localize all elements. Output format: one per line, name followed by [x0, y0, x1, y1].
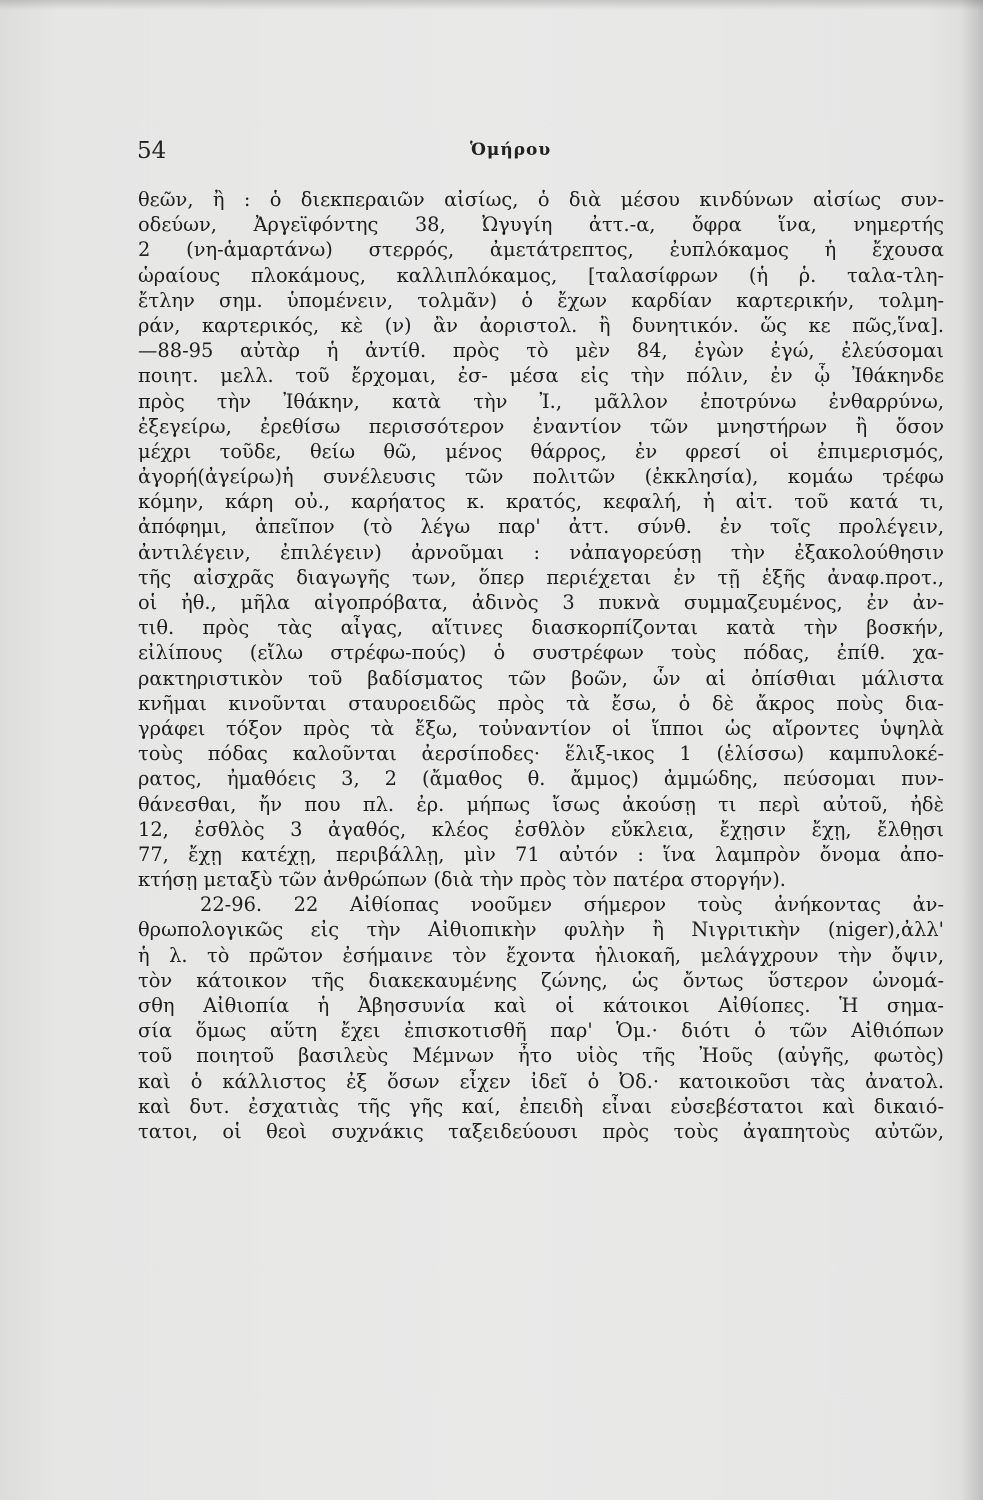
text-line: τὸν κάτοικον τῆς διακεκαυμένης ζώνης, ὡς ὄντως ὕστερον ὠνομά- [138, 968, 944, 992]
text-line: τῆς αἰσχρᾶς διαγωγῆς των, ὅπερ περιέχεται ἐν τῇ ἑξῆς ἀναφ.προτ., [138, 565, 944, 589]
text-line: 12, ἐσθλὸς 3 ἀγαθός, κλέος ἐσθλὸν εὔκλεια, ἔχῃσιν ἔχῃ, ἔλθῃσι [138, 817, 944, 841]
text-line: καὶ δυτ. ἐσχατιὰς τῆς γῆς καί, ἐπειδὴ εἶναι εὐσεβέστατοι καὶ δικαιό- [138, 1094, 944, 1118]
text-line: 77, ἔχῃ κατέχῃ, περιβάλλῃ, μὶν 71 αὐτόν : ἵνα λαμπρὸν ὄνομα ἀπο- [138, 842, 944, 866]
text-line: κόμην, κάρη οὐ., καρήατος κ. κρατός, κεφαλή, ἡ αἰτ. τοῦ κατά τι, [138, 490, 944, 514]
text-line: σία ὅμως αὕτη ἔχει ἐπισκοτισθῆ παρ' Ὁμ.· διότι ὁ τῶν Αἰθιόπων [138, 1019, 944, 1043]
text-line: κνῆμαι κινοῦνται σταυροειδῶς πρὸς τὰ ἔσω, ὁ δὲ ἄκρος ποὺς δια- [138, 691, 944, 715]
text-line: κτήσῃ μεταξὺ τῶν ἀνθρώπων (διὰ τὴν πρὸς τὸν πατέρα στοργήν). [138, 868, 786, 892]
page-shadow-right [961, 0, 983, 1500]
text-line: ἐξεγείρω, ἐρεθίσω περισσότερον ἐναντίον τῶν μνηστήρων ἢ ὅσον [138, 414, 944, 438]
text-line: ρακτηριστικὸν τοῦ βαδίσματος τῶν βοῶν, ὧν αἱ ὀπίσθιαι μάλιστα [138, 666, 944, 690]
text-line: οδεύων, Ἀργεϊφόντης 38, Ὠγυγίη ἀττ.-α, ὄφρα ἵνα, νημερτής [138, 213, 944, 237]
commentary-text [138, 187, 944, 1144]
text-line: ἀντιλέγειν, ἐπιλέγειν) ἀρνοῦμαι : νἀπαγορεύσῃ τὴν ἐξακολούθησιν [138, 540, 944, 564]
text-line: 2 (νη-ἁμαρτάνω) στερρός, ἀμετάτρεπτος, ἐυπλόκαμος ἡ ἔχουσα [138, 238, 944, 262]
text-line: ἀπόφημι, ἀπεῖπον (τὸ λέγω παρ' ἀττ. σύνθ. ἐν τοῖς προλέγειν, [138, 515, 944, 539]
text-line: ἔτλην σημ. ὑπομένειν, τολμᾶν) ὁ ἔχων καρδίαν καρτερικήν, τολμη- [138, 288, 944, 312]
text-line: ὡραίους πλοκάμους, καλλιπλόκαμος, [ταλασίφρων (ἡ ῥ. ταλα-τλη- [138, 263, 944, 287]
text-line: ρατος, ἠμαθόεις 3, 2 (ἄμαθος θ. ἄμμος) ἀμμώδης, πεύσομαι πυν- [138, 767, 944, 791]
text-line: θεῶν, ἢ : ὁ διεκπεραιῶν αἰσίως, ὁ διὰ μέσου κινδύνων αἰσίως συν- [138, 188, 944, 211]
text-line: γράφει τόξον πρὸς τὰ ἔξω, τοὐναντίον οἱ ἵπποι ὡς αἴροντες ὑψηλὰ [138, 716, 944, 740]
text-line: πρὸς τὴν Ἰθάκην, κατὰ τὴν Ἰ., μᾶλλον ἐποτρύνω ἐνθαρρύνω, [138, 389, 944, 413]
text-line: τιθ. πρὸς τὰς αἶγας, αἵτινες διασκορπίζονται κατὰ τὴν βοσκήν, [138, 616, 944, 640]
page-number: 54 [137, 138, 167, 164]
text-line: εἰλίπους (εἴλω στρέφω-πούς) ὁ συστρέφων τοὺς πόδας, ἐπίθ. χα- [138, 641, 944, 665]
text-line: —88-95 αὐτὰρ ἡ ἀντίθ. πρὸς τὸ μὲν 84, ἐγὼν ἐγώ, ἐλεύσομαι [138, 339, 944, 363]
text-line: ἀγορή(ἀγείρω)ἡ συνέλευσις τῶν πολιτῶν (ἐκκλησία), κομάω τρέφω [138, 465, 944, 489]
text-line: θρωπολογικῶς εἰς τὴν Αἰθιοπικὴν φυλὴν ἢ Νιγριτικὴν (niger),ἀλλ' [138, 918, 944, 942]
text-line: τοῦ ποιητοῦ βασιλεὺς Μέμνων ἦτο υἱὸς τῆς Ἠοῦς (αὐγῆς, φωτὸς) [138, 1044, 944, 1068]
text-line: τατοι, οἱ θεοὶ συχνάκις ταξειδεύουσι πρὸς τοὺς ἀγαπητοὺς αὐτῶν, [138, 1119, 944, 1143]
text-line: τοὺς πόδας καλοῦνται ἀερσίποδες· ἕλιξ-ικος 1 (ἑλίσσω) καμπυλοκέ- [138, 742, 944, 766]
text-line: σθη Αἰθιοπία ἡ Ἀβησσυνία καὶ οἱ κάτοικοι Αἰθίοπες. Ἡ σημα- [138, 994, 944, 1017]
text-line: ποιητ. μελλ. τοῦ ἔρχομαι, ἐσ- μέσα εἰς τὴν πόλιν, ἐν ᾧ Ἰθάκηνδε [138, 364, 944, 388]
text-line: καὶ ὁ κάλλιστος ἐξ ὅσων εἶχεν ἰδεῖ ὁ Ὀδ.· κατοικοῦσι τὰς ἀνατολ. [138, 1069, 944, 1093]
text-line: οἱ ἠθ., μῆλα αἰγοπρόβατα, ἀδινὸς 3 πυκνὰ συμμαζευμένος, ἐν ἀν- [138, 591, 944, 614]
page-shadow-top [0, 0, 983, 10]
text-line: θάνεσθαι, ἤν που πλ. ἐρ. μήπως ἴσως ἀκούσῃ τι περὶ αὐτοῦ, ἠδὲ [138, 792, 944, 816]
text-line: ἡ λ. τὸ πρῶτον ἐσήμαινε τὸν ἔχοντα ἡλιοκαῆ, μελάγχρουν τὴν ὄψιν, [138, 943, 944, 967]
running-head: Ὁμήρου [470, 140, 552, 160]
text-line: ράν, καρτερικός, κὲ (ν) ἂν ἀοριστολ. ἢ δυνητικόν. ὥς κε πῶς,ἵνα]. [138, 313, 944, 337]
text-line: μέχρι τοῦδε, θείω θῶ, μένος θάρρος, ἐν φρεσί οἱ ἐπιμερισμός, [138, 439, 944, 463]
text-line: 22-96. 22 Αἰθίοπας νοοῦμεν σήμερον τοὺς ἀνήκοντας ἀν- [200, 893, 944, 917]
